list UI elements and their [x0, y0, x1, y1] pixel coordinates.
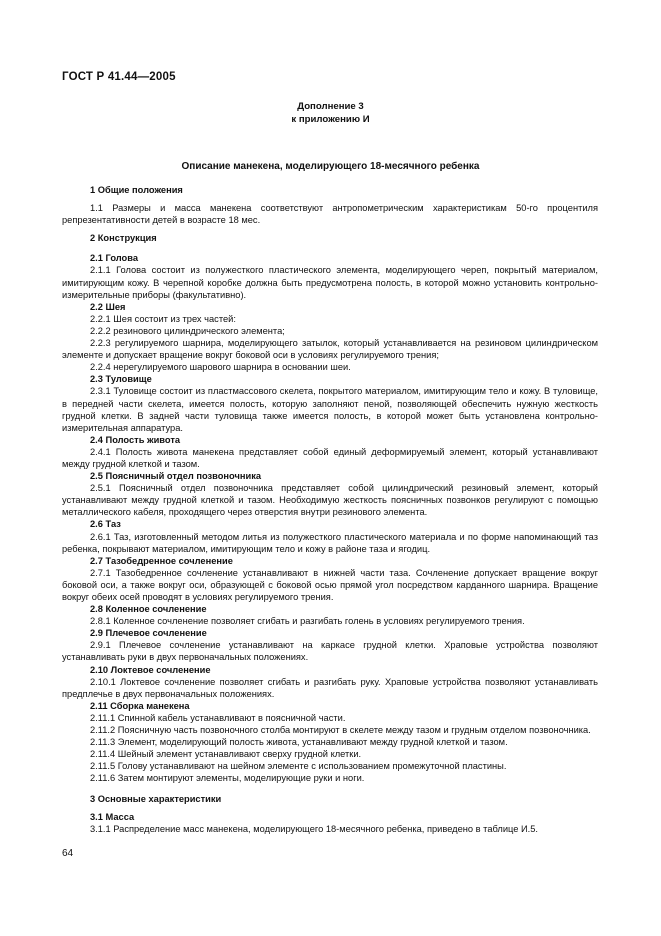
heading-2-8: 2.8 Коленное сочленение	[90, 604, 207, 615]
heading-2-5: 2.5 Поясничный отдел позвоночника	[90, 471, 262, 482]
paragraph-2-2-3: 2.2.3 регулируемого шарнира, моделирующего затылок, который устанавливается на резиновом цилиндрическом элементе и допускает вращение вокруг боковой оси в условиях регулируемого трения;	[62, 338, 598, 361]
heading-2-4: 2.4 Полость живота	[90, 434, 181, 445]
paragraph-2-11-2: 2.11.2 Поясничную часть позвоночного столба монтируют в скелете между тазом и грудным отделом позвоночника.	[90, 725, 591, 736]
heading-2-9: 2.9 Плечевое сочленение	[90, 628, 207, 639]
paragraph-2-11-5: 2.11.5 Голову устанавливают на шейном элементе с использованием промежуточной пластины.	[90, 761, 507, 772]
heading-2-3: 2.3 Туловище	[90, 374, 152, 385]
paragraph-2-8-1: 2.8.1 Коленное сочленение позволяет сгибать и разгибать голень в условиях регулируемого трения.	[90, 616, 525, 627]
heading-2-1: 2.1 Голова	[90, 253, 138, 264]
page-number: 64	[62, 848, 74, 859]
section-title: Описание манекена, моделирующего 18-месячного ребенка	[181, 161, 480, 172]
document-body	[62, 184, 598, 835]
heading-2-7: 2.7 Тазобедренное сочленение	[90, 555, 233, 566]
heading-2-6: 2.6 Таз	[90, 519, 121, 530]
appendix-line1: Дополнение 3	[297, 101, 364, 112]
heading-3: 3 Основные характеристики	[90, 793, 222, 804]
heading-3-1: 3.1 Масса	[90, 811, 135, 822]
paragraph-2-4-1: 2.4.1 Полость живота манекена представляет собой единый деформируемый элемент, который устанавливают между грудной клеткой и тазом.	[62, 446, 598, 469]
paragraph-1-1: 1.1 Размеры и масса манекена соответствуют антропометрическим характеристикам 50-го процентиля репрезентативности детей в возрасте 18 мес.	[62, 203, 598, 226]
paragraph-2-9-1: 2.9.1 Плечевое сочленение устанавливают на каркасе грудной клетки. Храповые устройства позволяют устанавливать руки в двух первоначальных положениях.	[62, 640, 598, 663]
paragraph-2-11-6: 2.11.6 Затем монтируют элементы, моделирующие руки и ноги.	[90, 773, 365, 784]
paragraph-2-2-4: 2.2.4 нерегулируемого шарового шарнира в основании шеи.	[90, 362, 351, 373]
heading-2-10: 2.10 Локтевое сочленение	[90, 664, 211, 675]
heading-2-11: 2.11 Сборка манекена	[90, 700, 190, 711]
heading-2: 2 Конструкция	[90, 233, 157, 244]
heading-1: 1 Общие положения	[90, 185, 183, 195]
paragraph-2-7-1: 2.7.1 Тазобедренное сочленение устанавливают в нижней части таза. Сочленение допускает вращение вокруг боковой оси, а также вокруг оси, образующей с боковой осью прямой угол посредством карданного шарнира. Вращение вокруг обеих осей проводят в условиях регулируемого трения.	[62, 567, 598, 602]
paragraph-2-11-3: 2.11.3 Элемент, моделирующий полость живота, устанавливают между грудной клеткой и тазом.	[90, 737, 508, 748]
appendix-line2: к приложению И	[291, 114, 370, 125]
paragraph-2-3-1: 2.3.1 Туловище состоит из пластмассового скелета, покрытого материалом, имитирующим тело и кожу. В туловище, в передней части скелета, имеется полость, которую заполняют пеной, позволяющей обеспечить нужную жесткость грудной клетки. В задней части туловища также имеется полость, в которой может быть установлена контрольно-измерительная аппаратура.	[62, 386, 598, 433]
paragraph-2-5-1: 2.5.1 Поясничный отдел позвоночника представляет собой цилиндрический резиновый элемент, который устанавливают между грудной клеткой и тазом. Необходимую жесткость поясничных позвонков регулируют с помощью металлического кабеля, проходящего через отверстия внутри резинового элемента.	[62, 483, 598, 518]
paragraph-2-2-1: 2.2.1 Шея состоит из трех частей:	[90, 313, 236, 324]
paragraph-2-10-1: 2.10.1 Локтевое сочленение позволяет сгибать и разгибать руку. Храповые устройства позволяют устанавливать предплечье в двух первоначальных положениях.	[62, 676, 598, 699]
document-header: ГОСТ Р 41.44—2005	[62, 71, 176, 83]
paragraph-2-11-4: 2.11.4 Шейный элемент устанавливают сверху грудной клетки.	[90, 749, 362, 760]
paragraph-2-1-1: 2.1.1 Голова состоит из полужесткого пластического элемента, моделирующего череп, покрытый материалом, имитирующим кожу. В черепной коробке должна быть предусмотрена полость, в которой можно установить контрольно-измерительные приборы (факультативно).	[62, 265, 598, 300]
paragraph-2-2-2: 2.2.2 резинового цилиндрического элемента;	[90, 325, 285, 336]
heading-2-2: 2.2 Шея	[90, 301, 126, 312]
paragraph-2-11-1: 2.11.1 Спинной кабель устанавливают в поясничной части.	[90, 712, 346, 723]
paragraph-3-1-1: 3.1.1 Распределение масс манекена, моделирующего 18-месячного ребенка, приведено в таблице И.5.	[90, 823, 539, 834]
paragraph-2-6-1: 2.6.1 Таз, изготовленный методом литья из полужесткого пластического материала и по форме напоминающий таз ребенка, покрывают материалом, имитирующим тело и кожу в районе таза и ягодиц.	[62, 531, 598, 554]
